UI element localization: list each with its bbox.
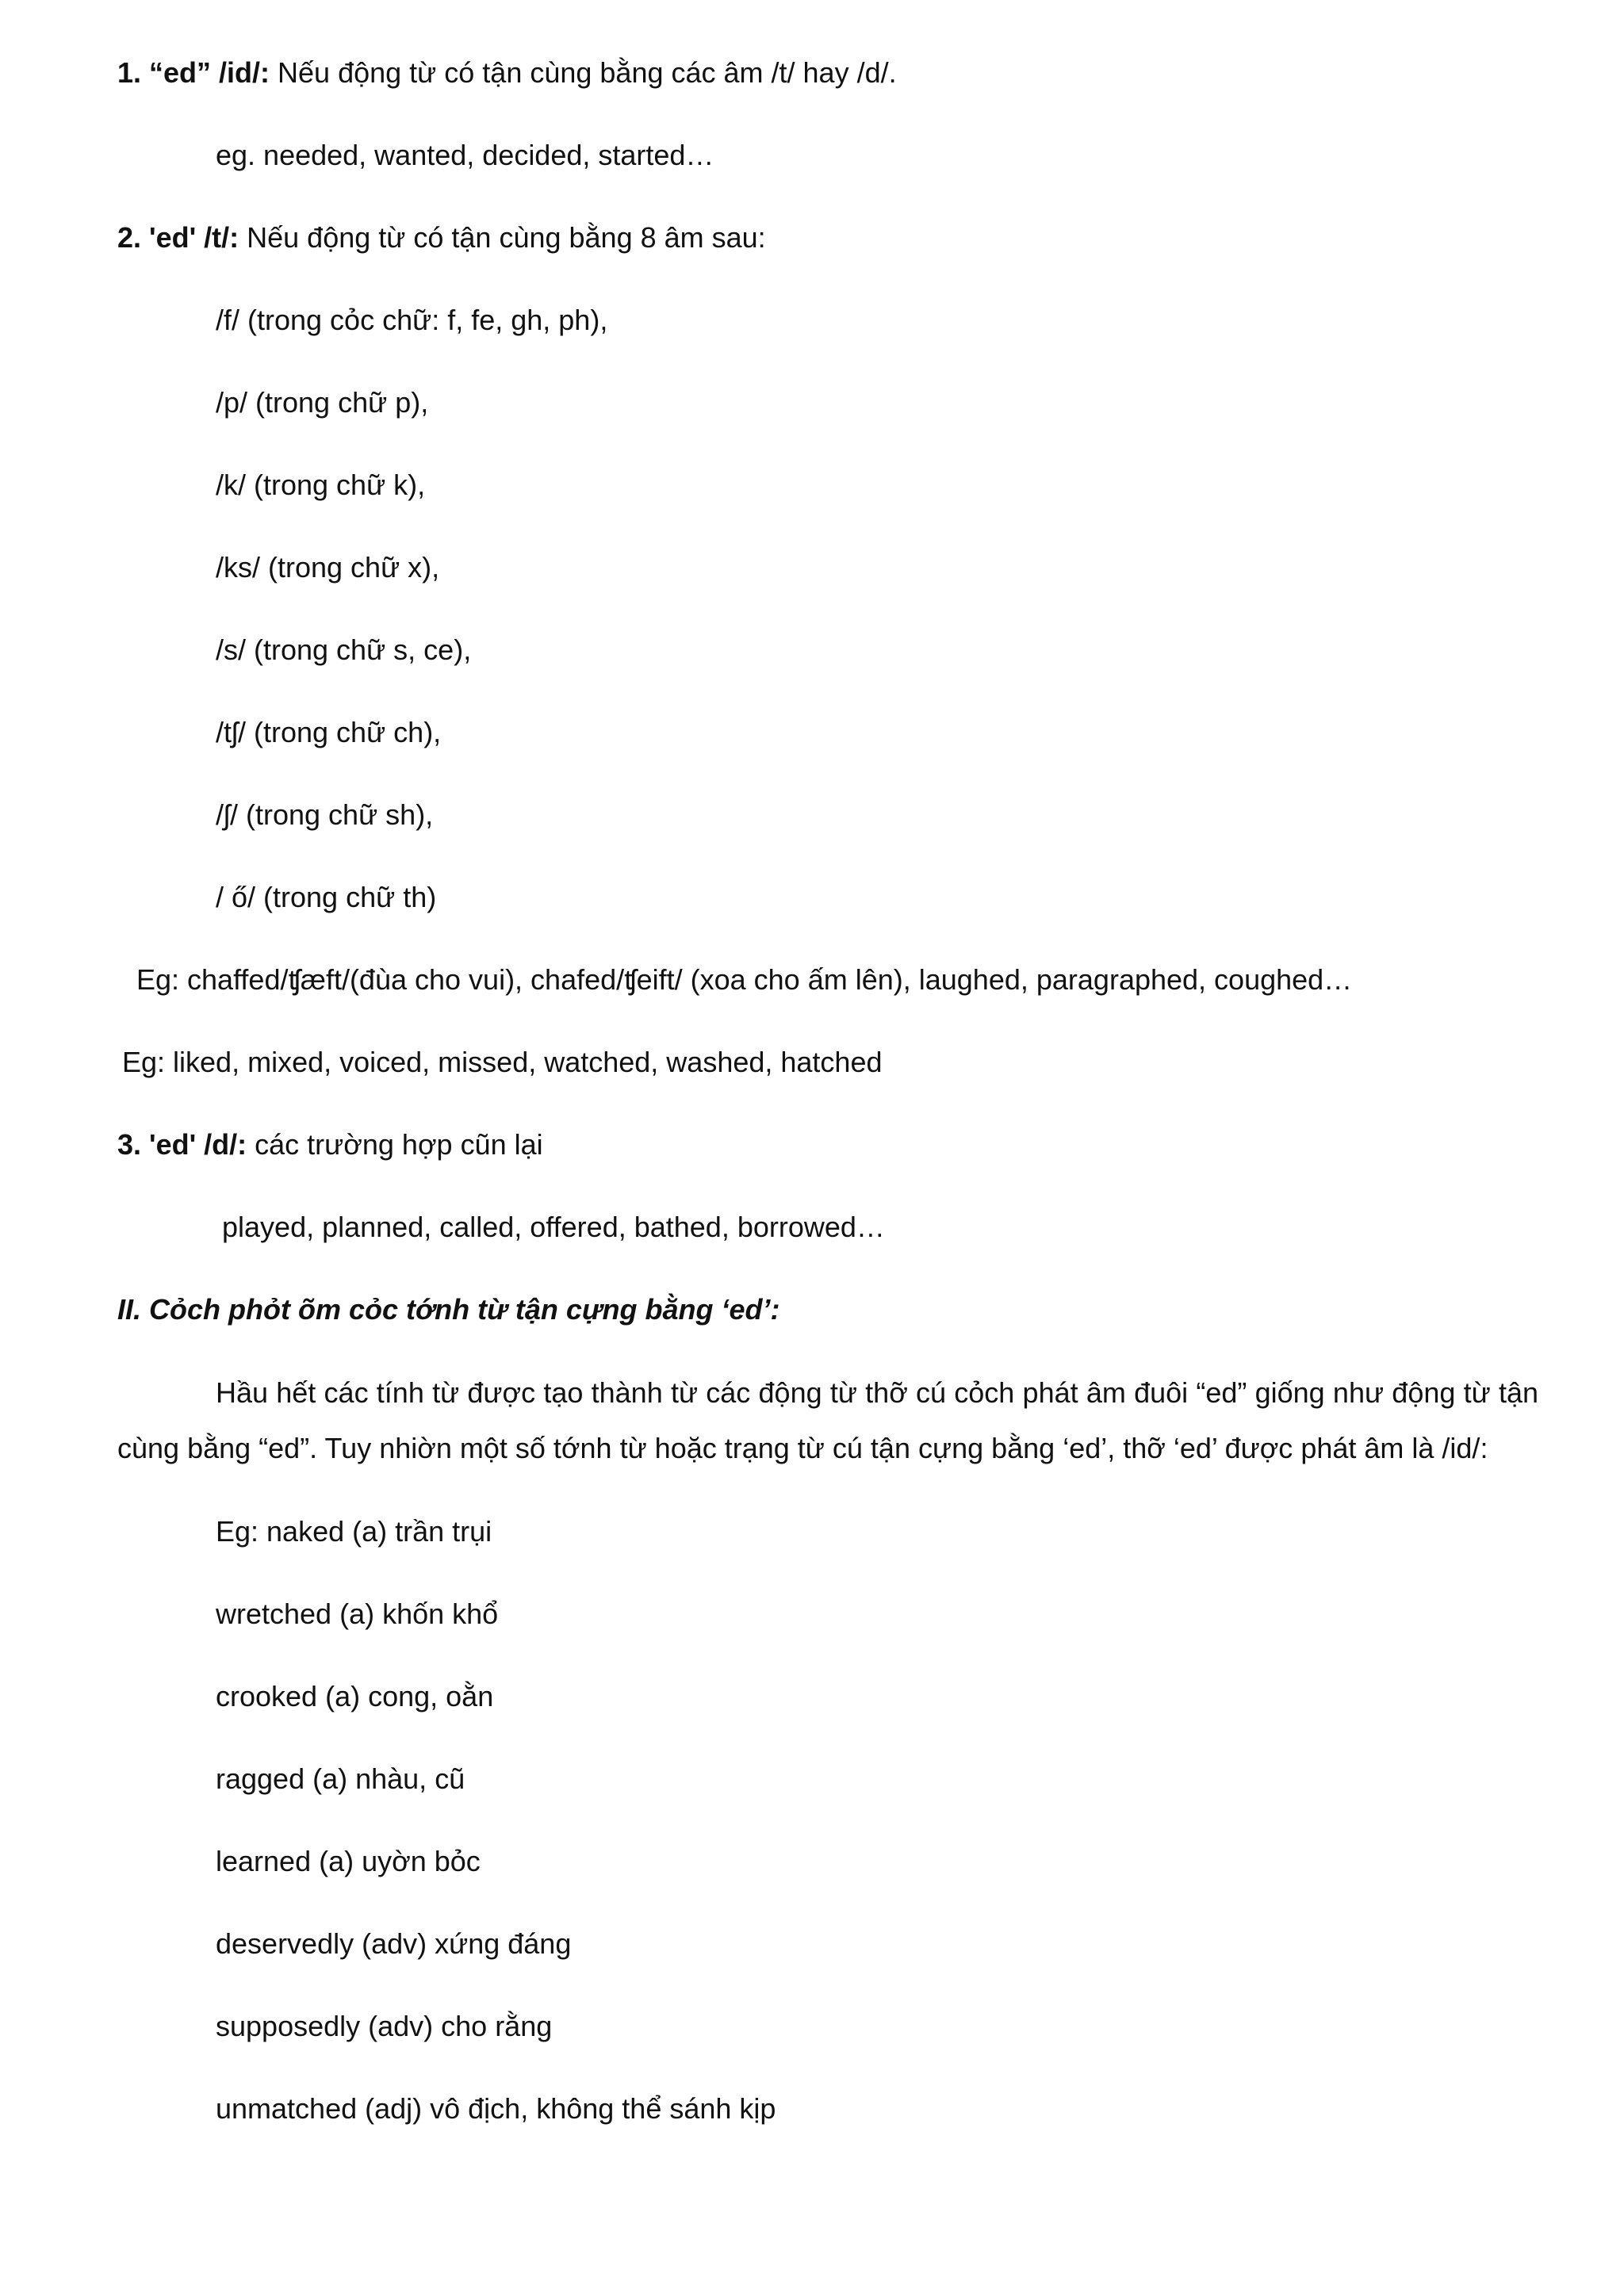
adjective-example: unmatched (adj) vô địch, không thể sánh kịp [216,2092,776,2125]
sound-item: / ő/ (trong chữ th) [216,881,437,913]
section3-heading-text: các trường hợp cũn lại [247,1128,543,1161]
section2-heading [117,220,766,255]
sound-item: /p/ (trong chữ p), [216,386,429,419]
adjective-example: deservedly (adv) xứng đáng [216,1927,572,1960]
section3-example: played, planned, called, offered, bathed, borrowed… [222,1211,885,1243]
sound-item: /ʃ/ (trong chữ sh), [216,798,434,831]
section1-heading [117,55,897,90]
sound-item: /f/ (trong cỏc chữ: f, fe, gh, ph), [216,304,608,336]
section3-heading [117,1127,543,1162]
section1-heading-text: Nếu động từ có tận cùng bằng các âm /t/ hay /d/. [270,56,897,89]
adjective-example: ragged (a) nhàu, cũ [216,1762,465,1795]
section2-example-2: Eg: liked, mixed, voiced, missed, watched, washed, hatched [122,1046,883,1078]
sound-item: /ks/ (trong chữ x), [216,551,440,584]
adjective-example: wretched (a) khốn khổ [216,1598,499,1630]
sound-item: /tʃ/ (trong chữ ch), [216,716,442,748]
section2-heading-text: Nếu động từ có tận cùng bằng 8 âm sau: [239,221,766,254]
section1-example: eg. needed, wanted, decided, started… [216,139,714,171]
adjective-example: supposedly (adv) cho rằng [216,2010,553,2042]
section4-paragraph-text: Hầu hết các tính từ được tạo thành từ các động từ thỡ cú cỏch phát âm đuôi “ed” giống như động từ tận cùng bằng “ed”. Tuy nhiờn một số tớnh từ hoặc trạng từ cú tận cựng bằng ‘ed’, thỡ ‘ed’ được phát âm là /id/: [117,1376,1538,1464]
section2-example-1: Eg: chaffed/ʧæft/(đùa cho vui), chafed/ʧeift/ (xoa cho ấm lên), laughed, paragraphed, coughed… [136,963,1353,996]
section4-paragraph [117,1365,1538,1476]
section4-heading: II. Cỏch phỏt õm cỏc tớnh từ tận cựng bằng ‘ed’: [117,1293,780,1326]
sound-item: /s/ (trong chữ s, ce), [216,633,472,666]
sound-item: /k/ (trong chữ k), [216,469,426,501]
adjective-example: learned (a) uyờn bỏc [216,1845,481,1877]
section1-heading-label: 1. “ed” /id/: [117,56,270,89]
section2-heading-label: 2. 'ed' /t/: [117,221,239,254]
adjective-example: crooked (a) cong, oằn [216,1680,494,1712]
adjective-example: Eg: naked (a) trần trụi [216,1515,492,1548]
section3-heading-label: 3. 'ed' /d/: [117,1128,247,1161]
